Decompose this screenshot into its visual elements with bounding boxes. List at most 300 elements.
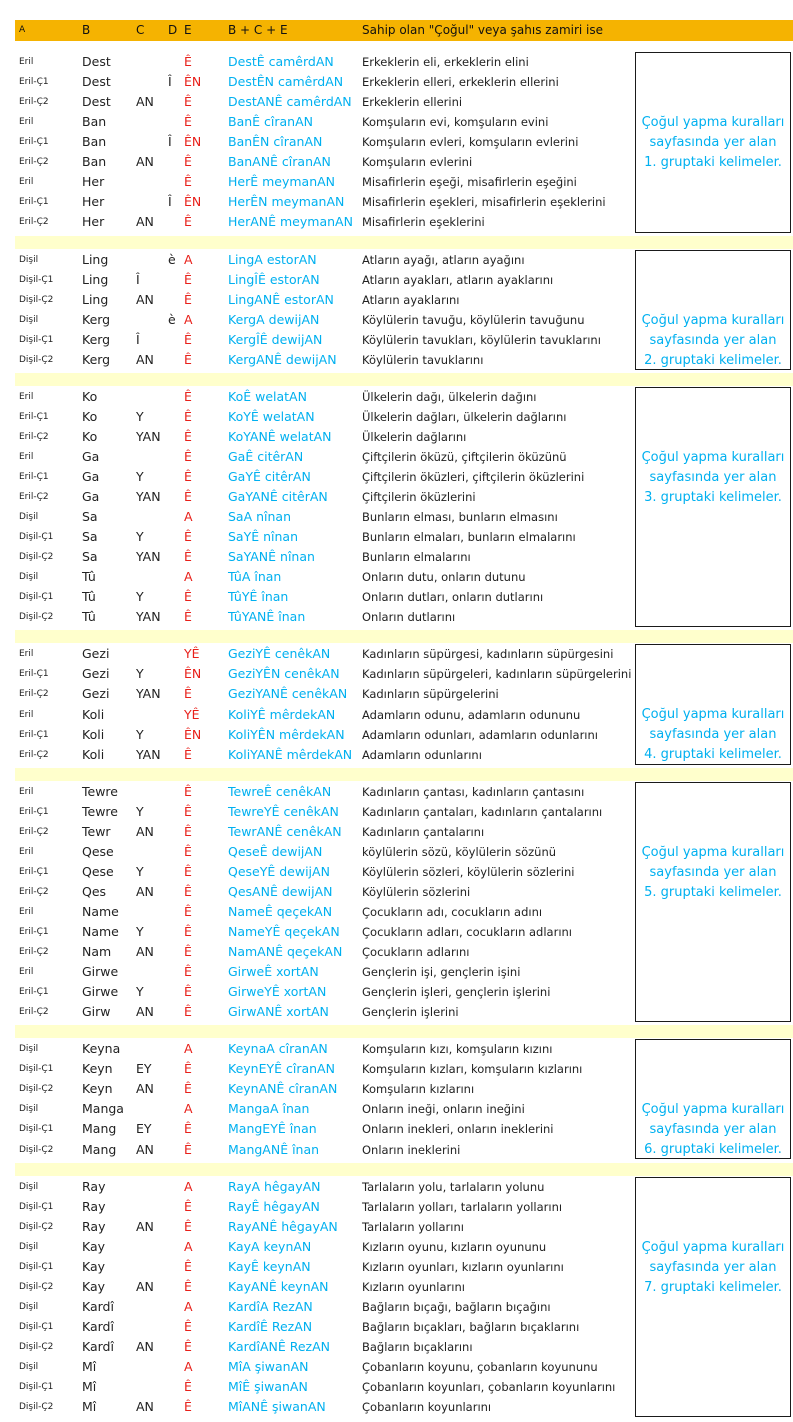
translation: Tarlaların yollarını — [362, 1219, 464, 1234]
combined-form: SaA nînan — [228, 509, 292, 525]
suffix-c: AN — [136, 1278, 154, 1294]
header-col-a: A — [19, 25, 26, 35]
suffix-c: Y — [136, 863, 144, 879]
ending-e: ÊN — [184, 74, 202, 89]
group-note-line: 4. gruptaki kelimeler. — [644, 747, 782, 763]
header-col-b: B — [82, 23, 91, 37]
ending-e: Ê — [184, 589, 192, 605]
translation: Kadınların çantaları, kadınların çantalarını — [362, 804, 603, 819]
form-label: Eril-Ç1 — [19, 669, 49, 680]
combined-form: BanÊN cîranAN — [228, 134, 323, 150]
ending-e: Ê — [184, 388, 192, 404]
form-label: Dişil-Ç1 — [19, 1382, 54, 1392]
ending-e: Ê — [184, 944, 192, 959]
translation: Onların dutlarını — [362, 610, 456, 625]
ending-e: Ê — [184, 448, 192, 464]
ending-e: A — [184, 1359, 193, 1374]
combined-form: KayÊ keynAN — [228, 1258, 311, 1274]
group-note-box — [635, 644, 791, 764]
translation: Komşuların evlerini — [362, 155, 473, 170]
combined-form: KoYANÊ welatAN — [228, 428, 332, 444]
translation: Onların ineklerini — [362, 1142, 461, 1157]
root-word: Ban — [82, 114, 107, 130]
ending-e: Ê — [184, 783, 192, 799]
root-word: Kerg — [82, 331, 111, 347]
ending-e: Ê — [184, 984, 192, 1000]
translation: Erkeklerin eli, erkeklerin elini — [362, 55, 529, 69]
translation: Adamların odunu, adamların odununu — [362, 707, 581, 722]
root-word: Kardî — [82, 1318, 114, 1334]
translation: Kadınların süpürgelerini — [362, 687, 499, 702]
suffix-c: Y — [136, 726, 144, 742]
form-label: Eril — [19, 117, 34, 128]
translation: Kadınların çantası, kadınların çantasını — [362, 784, 585, 799]
root-word: Kerg — [82, 311, 111, 327]
form-label: Dişil — [19, 1241, 39, 1252]
form-label: Dişil-Ç2 — [19, 1084, 54, 1095]
ending-e: A — [184, 1298, 193, 1314]
ending-e: Ê — [184, 609, 192, 625]
ending-e: Ê — [184, 803, 192, 819]
header-col-e: E — [184, 23, 192, 37]
ending-e: Ê — [184, 214, 192, 230]
root-word: Ko — [82, 388, 98, 404]
ending-e: Ê — [184, 469, 192, 484]
root-word: Her — [82, 194, 105, 210]
suffix-c: YAN — [136, 746, 161, 762]
header-col-c: C — [136, 23, 145, 37]
translation: Çobanların koyunu, çobanların koyununu — [362, 1360, 598, 1374]
ending-e: Ê — [184, 1198, 192, 1214]
form-label: Dişil-Ç2 — [19, 612, 54, 623]
combined-form: KergANÊ dewijAN — [228, 351, 337, 367]
ending-e: Ê — [184, 549, 192, 565]
root-word: Nam — [82, 944, 112, 959]
translation: Çiftçilerin öküzlerini — [362, 490, 476, 504]
ending-e: Ê — [184, 1061, 192, 1077]
form-label: Dişil-Ç2 — [19, 1402, 54, 1413]
ending-e: Ê — [184, 174, 192, 190]
combined-form: DestÊN camêrdAN — [228, 74, 344, 89]
ending-e: Ê — [184, 964, 192, 980]
combined-form: MîA şiwanAN — [228, 1359, 309, 1374]
suffix-c: EY — [136, 1061, 152, 1077]
form-label: Eril — [19, 709, 34, 720]
root-word: Keyn — [82, 1061, 113, 1077]
form-label: Eril — [19, 391, 34, 402]
suffix-c: AN — [136, 214, 154, 230]
form-label: Dişil-Ç1 — [19, 274, 54, 285]
root-word: Mî — [82, 1379, 97, 1394]
ending-e: Ê — [184, 1121, 192, 1137]
form-label: Eril-Ç1 — [19, 866, 49, 877]
ending-e: Ê — [184, 489, 192, 504]
group-note-line: sayfasında yer alan — [649, 727, 777, 743]
root-word: Dest — [82, 54, 111, 69]
translation: Onların ineği, onların ineğini — [362, 1102, 525, 1117]
group-note-box — [635, 1039, 791, 1159]
form-label: Dişil-Ç2 — [19, 1221, 54, 1232]
translation: Köylülerin tavukları, köylülerin tavuklarını — [362, 332, 601, 347]
translation: Gençlerin işi, gençlerin işini — [362, 965, 521, 980]
translation: Çocukların adı, cocukların adını — [362, 904, 543, 919]
ending-e: A — [184, 1041, 193, 1057]
combined-form: GaYÊ citêrAN — [228, 469, 311, 484]
ending-e: Ê — [184, 686, 192, 702]
ending-e: ÊN — [184, 194, 202, 210]
translation: Komşuların evleri, komşuların evlerini — [362, 135, 579, 150]
root-word: Mang — [82, 1121, 117, 1137]
suffix-c: EY — [136, 1121, 152, 1137]
translation: Atların ayağı, atların ayağını — [362, 252, 525, 267]
root-word: Tewr — [82, 823, 111, 839]
root-word: Sa — [82, 549, 98, 565]
form-label: Eril — [19, 906, 34, 917]
combined-form: TewreYÊ cenêkAN — [228, 803, 339, 819]
ending-e: Ê — [184, 1218, 192, 1234]
form-label: Eril-Ç1 — [19, 197, 49, 208]
ending-e: Ê — [184, 154, 192, 170]
root-word: Ling — [82, 291, 109, 307]
suffix-c: AN — [136, 823, 154, 839]
translation: Adamların odunları, adamların odunlarını — [362, 727, 598, 742]
group-note-line: 1. gruptaki kelimeler. — [644, 155, 782, 170]
translation: Bağların bıçakları, bağların bıçaklarını — [362, 1319, 580, 1334]
header-title: Sahip olan "Çoğul" veya şahıs zamiri ise — [362, 23, 604, 37]
translation: Kadınların süpürgesi, kadınların süpürgesini — [362, 647, 614, 662]
combined-form: KergA dewijAN — [228, 311, 320, 327]
form-label: Dişil — [19, 1104, 39, 1115]
combined-form: KoliYÊ mêrdekAN — [228, 706, 336, 722]
ending-e: Ê — [184, 529, 192, 545]
ending-e: Ê — [184, 351, 192, 367]
combined-form: RayÊ hêgayAN — [228, 1198, 320, 1214]
root-word: Tewre — [82, 803, 118, 819]
root-word: Kardî — [82, 1338, 114, 1354]
group-note-text — [642, 843, 785, 903]
combined-form: DestANÊ camêrdAN — [228, 94, 352, 110]
ending-e: Ê — [184, 823, 192, 839]
group-note-line: Çoğul yapma kuralları — [641, 312, 785, 328]
suffix-d: Î — [168, 74, 172, 89]
group-note-line: sayfasında yer alan — [649, 135, 777, 150]
combined-form: HerÊN meymanAN — [228, 194, 345, 210]
root-word: Gezi — [82, 686, 110, 702]
combined-form: BanÊ cîranAN — [228, 114, 313, 130]
form-label: Dişil-Ç2 — [19, 1144, 54, 1155]
root-word: Name — [82, 924, 119, 939]
combined-form: TûA înan — [228, 569, 282, 585]
combined-form: RayANÊ hêgayAN — [228, 1218, 338, 1234]
ending-e: Ê — [184, 1141, 192, 1157]
root-word: Kay — [82, 1238, 106, 1254]
ending-e: Ê — [184, 1004, 192, 1020]
ending-e: YÊ — [184, 646, 200, 662]
form-label: Dişil — [19, 1362, 39, 1372]
form-label: Eril-Ç2 — [19, 97, 49, 108]
ending-e: Ê — [184, 1318, 192, 1334]
form-label: Eril-Ç2 — [19, 826, 49, 837]
header-col-d: D — [168, 23, 178, 37]
ending-e: A — [184, 251, 193, 267]
translation: Komşuların kızlarını — [362, 1082, 475, 1097]
suffix-c: YAN — [136, 428, 161, 444]
translation: Ülkelerin dağı, ülkelerin dağını — [362, 389, 537, 404]
group-separator — [15, 1163, 793, 1176]
suffix-c: YAN — [136, 489, 161, 504]
suffix-c: AN — [136, 1218, 154, 1234]
root-word: Tû — [82, 569, 96, 585]
root-word: Ga — [82, 489, 100, 504]
combined-form: RayA hêgayAN — [228, 1178, 321, 1194]
translation: Kadınların süpürgeleri, kadınların süpürgelerini — [362, 667, 632, 682]
form-label: Dişil-Ç1 — [19, 1261, 54, 1272]
ending-e: Ê — [184, 1278, 192, 1294]
ending-e: Ê — [184, 883, 192, 899]
combined-form: HerÊ meymanAN — [228, 174, 336, 190]
translation: Bunların elmalarını — [362, 550, 471, 565]
combined-form: KoÊ welatAN — [228, 388, 307, 404]
translation: Komşuların kızı, komşuların kızını — [362, 1042, 553, 1057]
group-note-line: 6. gruptaki kelimeler. — [644, 1142, 782, 1158]
suffix-c: AN — [136, 351, 154, 367]
root-word: Tewre — [82, 783, 118, 799]
root-word: Dest — [82, 94, 111, 110]
combined-form: KayA keynAN — [228, 1238, 312, 1254]
combined-form: GeziYÊN cenêkAN — [228, 666, 340, 682]
root-word: Dest — [82, 74, 111, 89]
suffix-c: Y — [136, 589, 144, 605]
combined-form: LingANÊ estorAN — [228, 291, 334, 307]
form-label: Eril — [19, 967, 34, 978]
group-note-text — [642, 1100, 785, 1160]
combined-form: GeziYÊ cenêkAN — [228, 646, 331, 662]
suffix-c: Y — [136, 529, 144, 545]
root-word: Tû — [82, 589, 96, 605]
ending-e: YÊ — [184, 706, 200, 722]
group-note-line: Çoğul yapma kuralları — [641, 1239, 785, 1255]
ending-e: Ê — [184, 408, 192, 424]
ending-e: Ê — [184, 54, 192, 69]
group-separator — [15, 630, 793, 643]
root-word: Qes — [82, 883, 107, 899]
translation: Ülkelerin dağları, ülkelerin dağlarını — [362, 409, 567, 424]
form-label: Eril-Ç1 — [19, 927, 49, 937]
group-separator — [15, 768, 793, 781]
form-label: Eril-Ç1 — [19, 411, 49, 422]
translation: Kızların oyunlarını — [362, 1279, 465, 1294]
group-note-text — [642, 448, 785, 508]
group-note-box — [635, 782, 791, 1023]
suffix-c: Î — [136, 271, 140, 287]
ending-e: Ê — [184, 924, 192, 939]
ending-e: Ê — [184, 843, 192, 859]
suffix-c: AN — [136, 1004, 154, 1020]
root-word: Girw — [82, 1004, 111, 1020]
translation: Çocukların adları, cocukların adlarını — [362, 925, 573, 939]
translation: Bunların elmaları, bunların elmalarını — [362, 530, 576, 545]
group-note-box — [635, 387, 791, 628]
suffix-c: YAN — [136, 549, 161, 565]
form-label: Dişil-Ç1 — [19, 592, 54, 603]
translation: Çocukların adlarını — [362, 945, 470, 959]
combined-form: GaÊ citêrAN — [228, 448, 304, 464]
form-label: Eril-Ç1 — [19, 137, 49, 148]
group-note-line: sayfasında yer alan — [649, 1259, 777, 1275]
translation: Bunların elması, bunların elmasını — [362, 510, 558, 525]
ending-e: Ê — [184, 903, 192, 919]
translation: Onların inekleri, onların ineklerini — [362, 1122, 554, 1137]
ending-e: Ê — [184, 1379, 192, 1394]
root-word: Koli — [82, 726, 105, 742]
form-label: Eril-Ç2 — [19, 947, 49, 957]
form-label: Dişil-Ç1 — [19, 1124, 54, 1135]
form-label: Eril-Ç1 — [19, 472, 49, 482]
suffix-c: Y — [136, 408, 144, 424]
root-word: Ban — [82, 154, 107, 170]
translation: Çobanların koyunlarını — [362, 1400, 492, 1415]
translation: Komşuların kızları, komşuların kızlarını — [362, 1062, 583, 1077]
combined-form: KardîANÊ RezAN — [228, 1338, 331, 1354]
group-note-box — [635, 52, 791, 233]
root-word: Ray — [82, 1178, 106, 1194]
root-word: Girwe — [82, 964, 119, 980]
group-note-line: sayfasında yer alan — [649, 332, 777, 348]
combined-form: NameÊ qeçekAN — [228, 903, 333, 919]
root-word: Mî — [82, 1359, 97, 1374]
root-word: Kerg — [82, 351, 111, 367]
form-label: Eril-Ç2 — [19, 886, 49, 897]
header-col-bce: B + C + E — [228, 23, 288, 37]
form-label: Eril-Ç1 — [19, 806, 49, 817]
combined-form: GeziYANÊ cenêkAN — [228, 686, 348, 702]
suffix-c: AN — [136, 94, 154, 110]
translation: Köylülerin tavuklarını — [362, 352, 484, 367]
ending-e: Ê — [184, 746, 192, 762]
combined-form: GirweÊ xortAN — [228, 964, 319, 980]
ending-e: A — [184, 509, 193, 525]
group-note-line: 7. gruptaki kelimeler. — [644, 1279, 782, 1295]
suffix-c: YAN — [136, 686, 161, 702]
translation: Tarlaların yolu, tarlaların yolunu — [362, 1179, 545, 1194]
translation: Köylülerin sözleri, köylülerin sözlerini — [362, 864, 575, 879]
ending-e: A — [184, 1101, 193, 1117]
combined-form: NamANÊ qeçekAN — [228, 944, 343, 959]
root-word: Keyn — [82, 1081, 113, 1097]
ending-e: A — [184, 1178, 193, 1194]
translation: Bağların bıçaklarını — [362, 1339, 473, 1354]
combined-form: HerANÊ meymanAN — [228, 214, 353, 230]
combined-form: KoYÊ welatAN — [228, 408, 315, 424]
root-word: Koli — [82, 746, 105, 762]
root-word: Ga — [82, 448, 100, 464]
group-note-line: sayfasında yer alan — [649, 864, 777, 880]
translation: Köylülerin tavuğu, köylülerin tavuğunu — [362, 312, 585, 327]
ending-e: ÊN — [184, 134, 202, 150]
root-word: Ga — [82, 469, 100, 484]
suffix-c: Y — [136, 984, 144, 1000]
root-word: Manga — [82, 1101, 124, 1117]
root-word: Qese — [82, 843, 114, 859]
root-word: Ling — [82, 271, 109, 287]
group-note-line: 5. gruptaki kelimeler. — [644, 884, 782, 900]
root-word: Sa — [82, 529, 98, 545]
form-label: Eril-Ç1 — [19, 987, 49, 998]
form-label: Dişil — [19, 314, 39, 325]
form-label: Eril — [19, 57, 34, 67]
form-label: Dişil-Ç2 — [19, 354, 54, 365]
group-note-text — [642, 1238, 785, 1298]
root-word: Ban — [82, 134, 107, 150]
form-label: Eril-Ç1 — [19, 729, 49, 740]
translation: Çobanların koyunları, çobanların koyunlarını — [362, 1380, 616, 1394]
ending-e: Ê — [184, 1399, 192, 1415]
ending-e: Ê — [184, 863, 192, 879]
translation: Kadınların çantalarını — [362, 824, 485, 839]
combined-form: KergÎÊ dewijAN — [228, 331, 323, 347]
combined-form: MangANÊ înan — [228, 1141, 320, 1157]
combined-form: DestÊ camêrdAN — [228, 54, 334, 69]
translation: Misafirlerin eşeği, misafirlerin eşeğini — [362, 175, 577, 190]
translation: Misafirlerin eşeklerini — [362, 215, 485, 230]
form-label: Dişil — [19, 1181, 39, 1192]
group-note-line: Çoğul yapma kuralları — [641, 115, 785, 130]
translation: Köylülerin sözlerini — [362, 884, 471, 899]
suffix-d: è — [168, 251, 176, 267]
translation: köylülerin sözü, köylülerin sözünü — [362, 844, 557, 859]
root-word: Ko — [82, 408, 98, 424]
group-note-line: Çoğul yapma kuralları — [641, 449, 785, 465]
combined-form: KoliYÊN mêrdekAN — [228, 726, 345, 742]
root-word: Gezi — [82, 646, 110, 662]
group-note-text — [642, 113, 785, 173]
group-note-box — [635, 1177, 791, 1418]
combined-form: SaYÊ nînan — [228, 529, 299, 545]
root-word: Girwe — [82, 984, 119, 1000]
combined-form: KardîA RezAN — [228, 1298, 313, 1314]
suffix-c: Î — [136, 331, 140, 347]
combined-form: KoliYANÊ mêrdekAN — [228, 746, 353, 762]
translation: Atların ayaklarını — [362, 292, 460, 307]
form-label: Eril-Ç2 — [19, 492, 49, 502]
combined-form: KayANÊ keynAN — [228, 1278, 329, 1294]
suffix-c: Y — [136, 924, 144, 939]
form-label: Dişil — [19, 512, 39, 523]
root-word: Her — [82, 214, 105, 230]
translation: Gençlerin işlerini — [362, 1005, 459, 1020]
combined-form: SaYANÊ nînan — [228, 549, 315, 565]
ending-e: Ê — [184, 1081, 192, 1097]
suffix-c: AN — [136, 883, 154, 899]
suffix-c: AN — [136, 944, 154, 959]
form-label: Dişil — [19, 254, 39, 265]
translation: Misafirlerin eşekleri, misafirlerin eşeklerini — [362, 195, 606, 210]
root-word: Koli — [82, 706, 105, 722]
suffix-c: AN — [136, 154, 154, 170]
combined-form: BanANÊ cîranAN — [228, 154, 331, 170]
form-label: Dişil-Ç1 — [19, 532, 54, 543]
ending-e: A — [184, 569, 193, 585]
group-separator — [15, 1025, 793, 1038]
ending-e: Ê — [184, 114, 192, 130]
ending-e: A — [184, 311, 193, 327]
combined-form: QesANÊ dewijAN — [228, 883, 333, 899]
root-word: Ko — [82, 428, 98, 444]
form-label: Eril-Ç2 — [19, 431, 49, 442]
ending-e: Ê — [184, 271, 192, 287]
suffix-c: Y — [136, 803, 144, 819]
form-label: Eril-Ç2 — [19, 157, 49, 168]
